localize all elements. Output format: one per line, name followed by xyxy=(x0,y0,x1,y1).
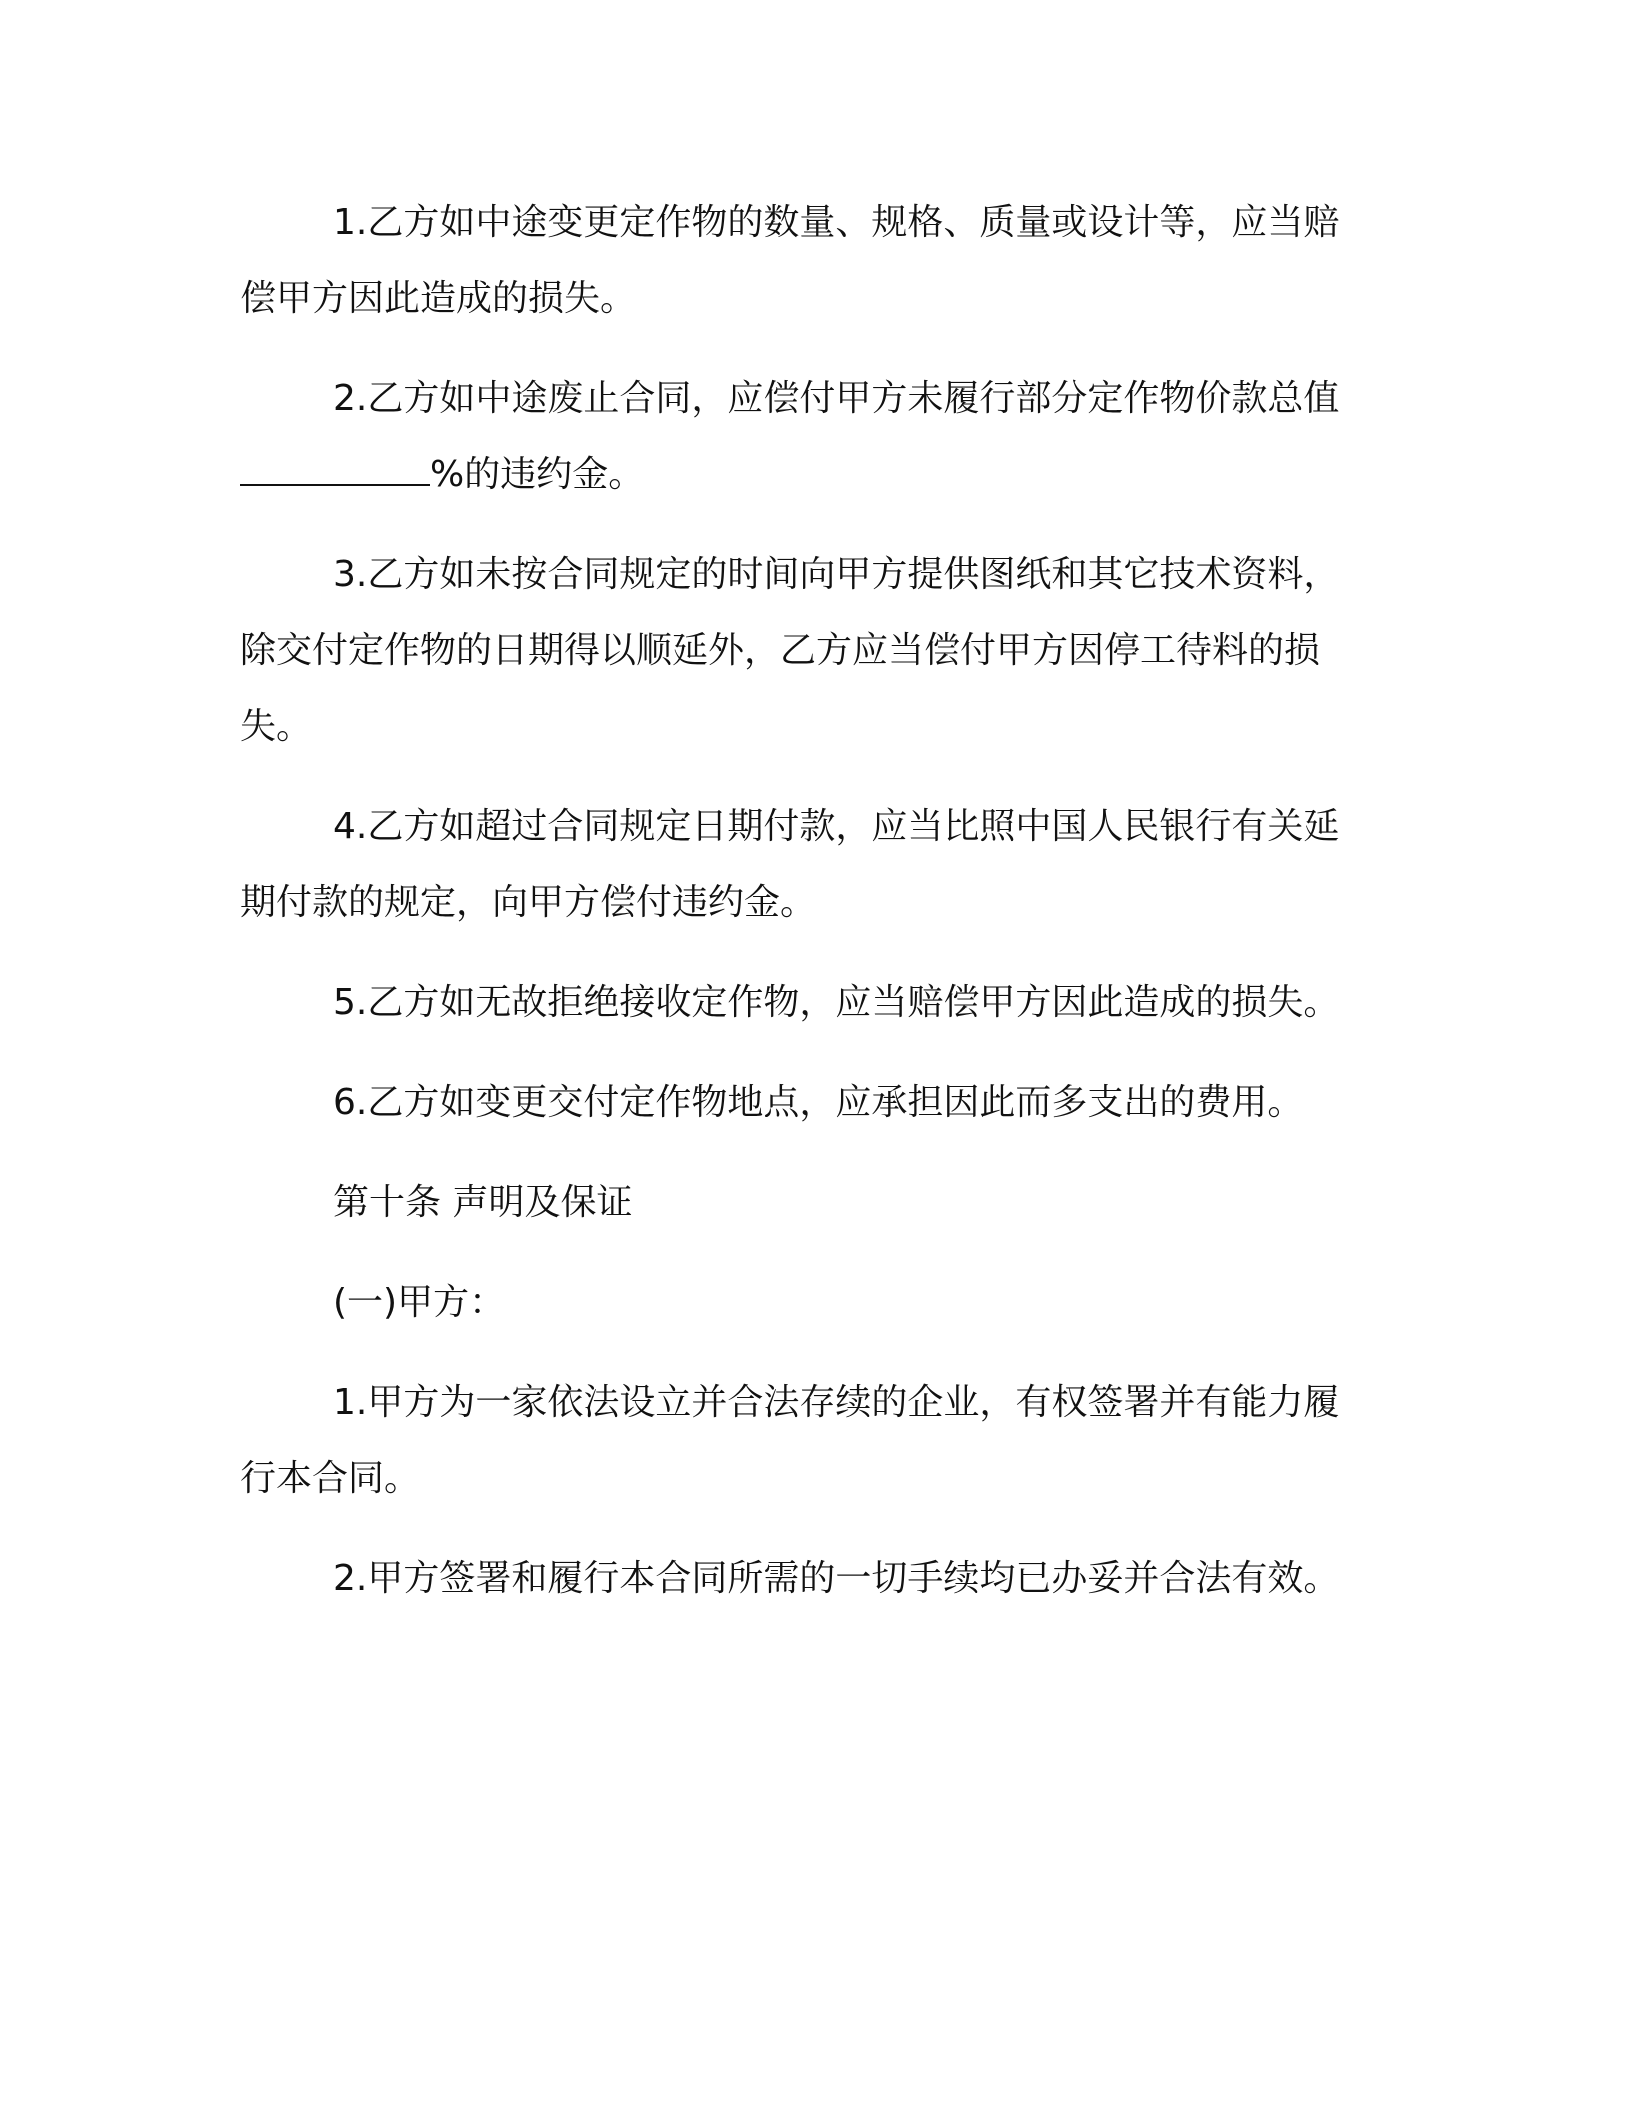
document-body xyxy=(240,185,1365,1641)
article-10-heading: 第十条 声明及保证 xyxy=(333,1182,633,1223)
clause-2-text-before: 2.乙方如中途废止合同，应偿付甲方未履行部分定作物价款总值 xyxy=(333,378,1340,419)
section-party-a-heading: (一)甲方： xyxy=(333,1282,506,1323)
party-a-statement-2: 2.甲方签署和履行本合同所需的一切手续均已办妥并合法有效。 xyxy=(333,1558,1340,1599)
party-a-statement-1: 1.甲方为一家依法设立并合法存续的企业，有权签署并有能力履行本合同。 xyxy=(240,1382,1340,1499)
clause-6-change-location: 6.乙方如变更交付定作物地点，应承担因此而多支出的费用。 xyxy=(333,1082,1304,1123)
clause-4-late-payment: 4.乙方如超过合同规定日期付款，应当比照中国人民银行有关延期付款的规定，向甲方偿付违约金。 xyxy=(240,806,1340,923)
clause-2-abandon-contract xyxy=(240,361,1365,513)
percentage-blank xyxy=(240,454,430,486)
clause-1-change-specification: 1.乙方如中途变更定作物的数量、规格、质量或设计等，应当赔偿甲方因此造成的损失。 xyxy=(240,202,1340,319)
clause-3-drawings-delay: 3.乙方如未按合同规定的时间向甲方提供图纸和其它技术资料，除交付定作物的日期得以顺延外，乙方应当偿付甲方因停工待料的损失。 xyxy=(240,554,1340,747)
clause-2-text-after: %的违约金。 xyxy=(430,454,645,495)
clause-5-refuse-delivery: 5.乙方如无故拒绝接收定作物，应当赔偿甲方因此造成的损失。 xyxy=(333,982,1340,1023)
